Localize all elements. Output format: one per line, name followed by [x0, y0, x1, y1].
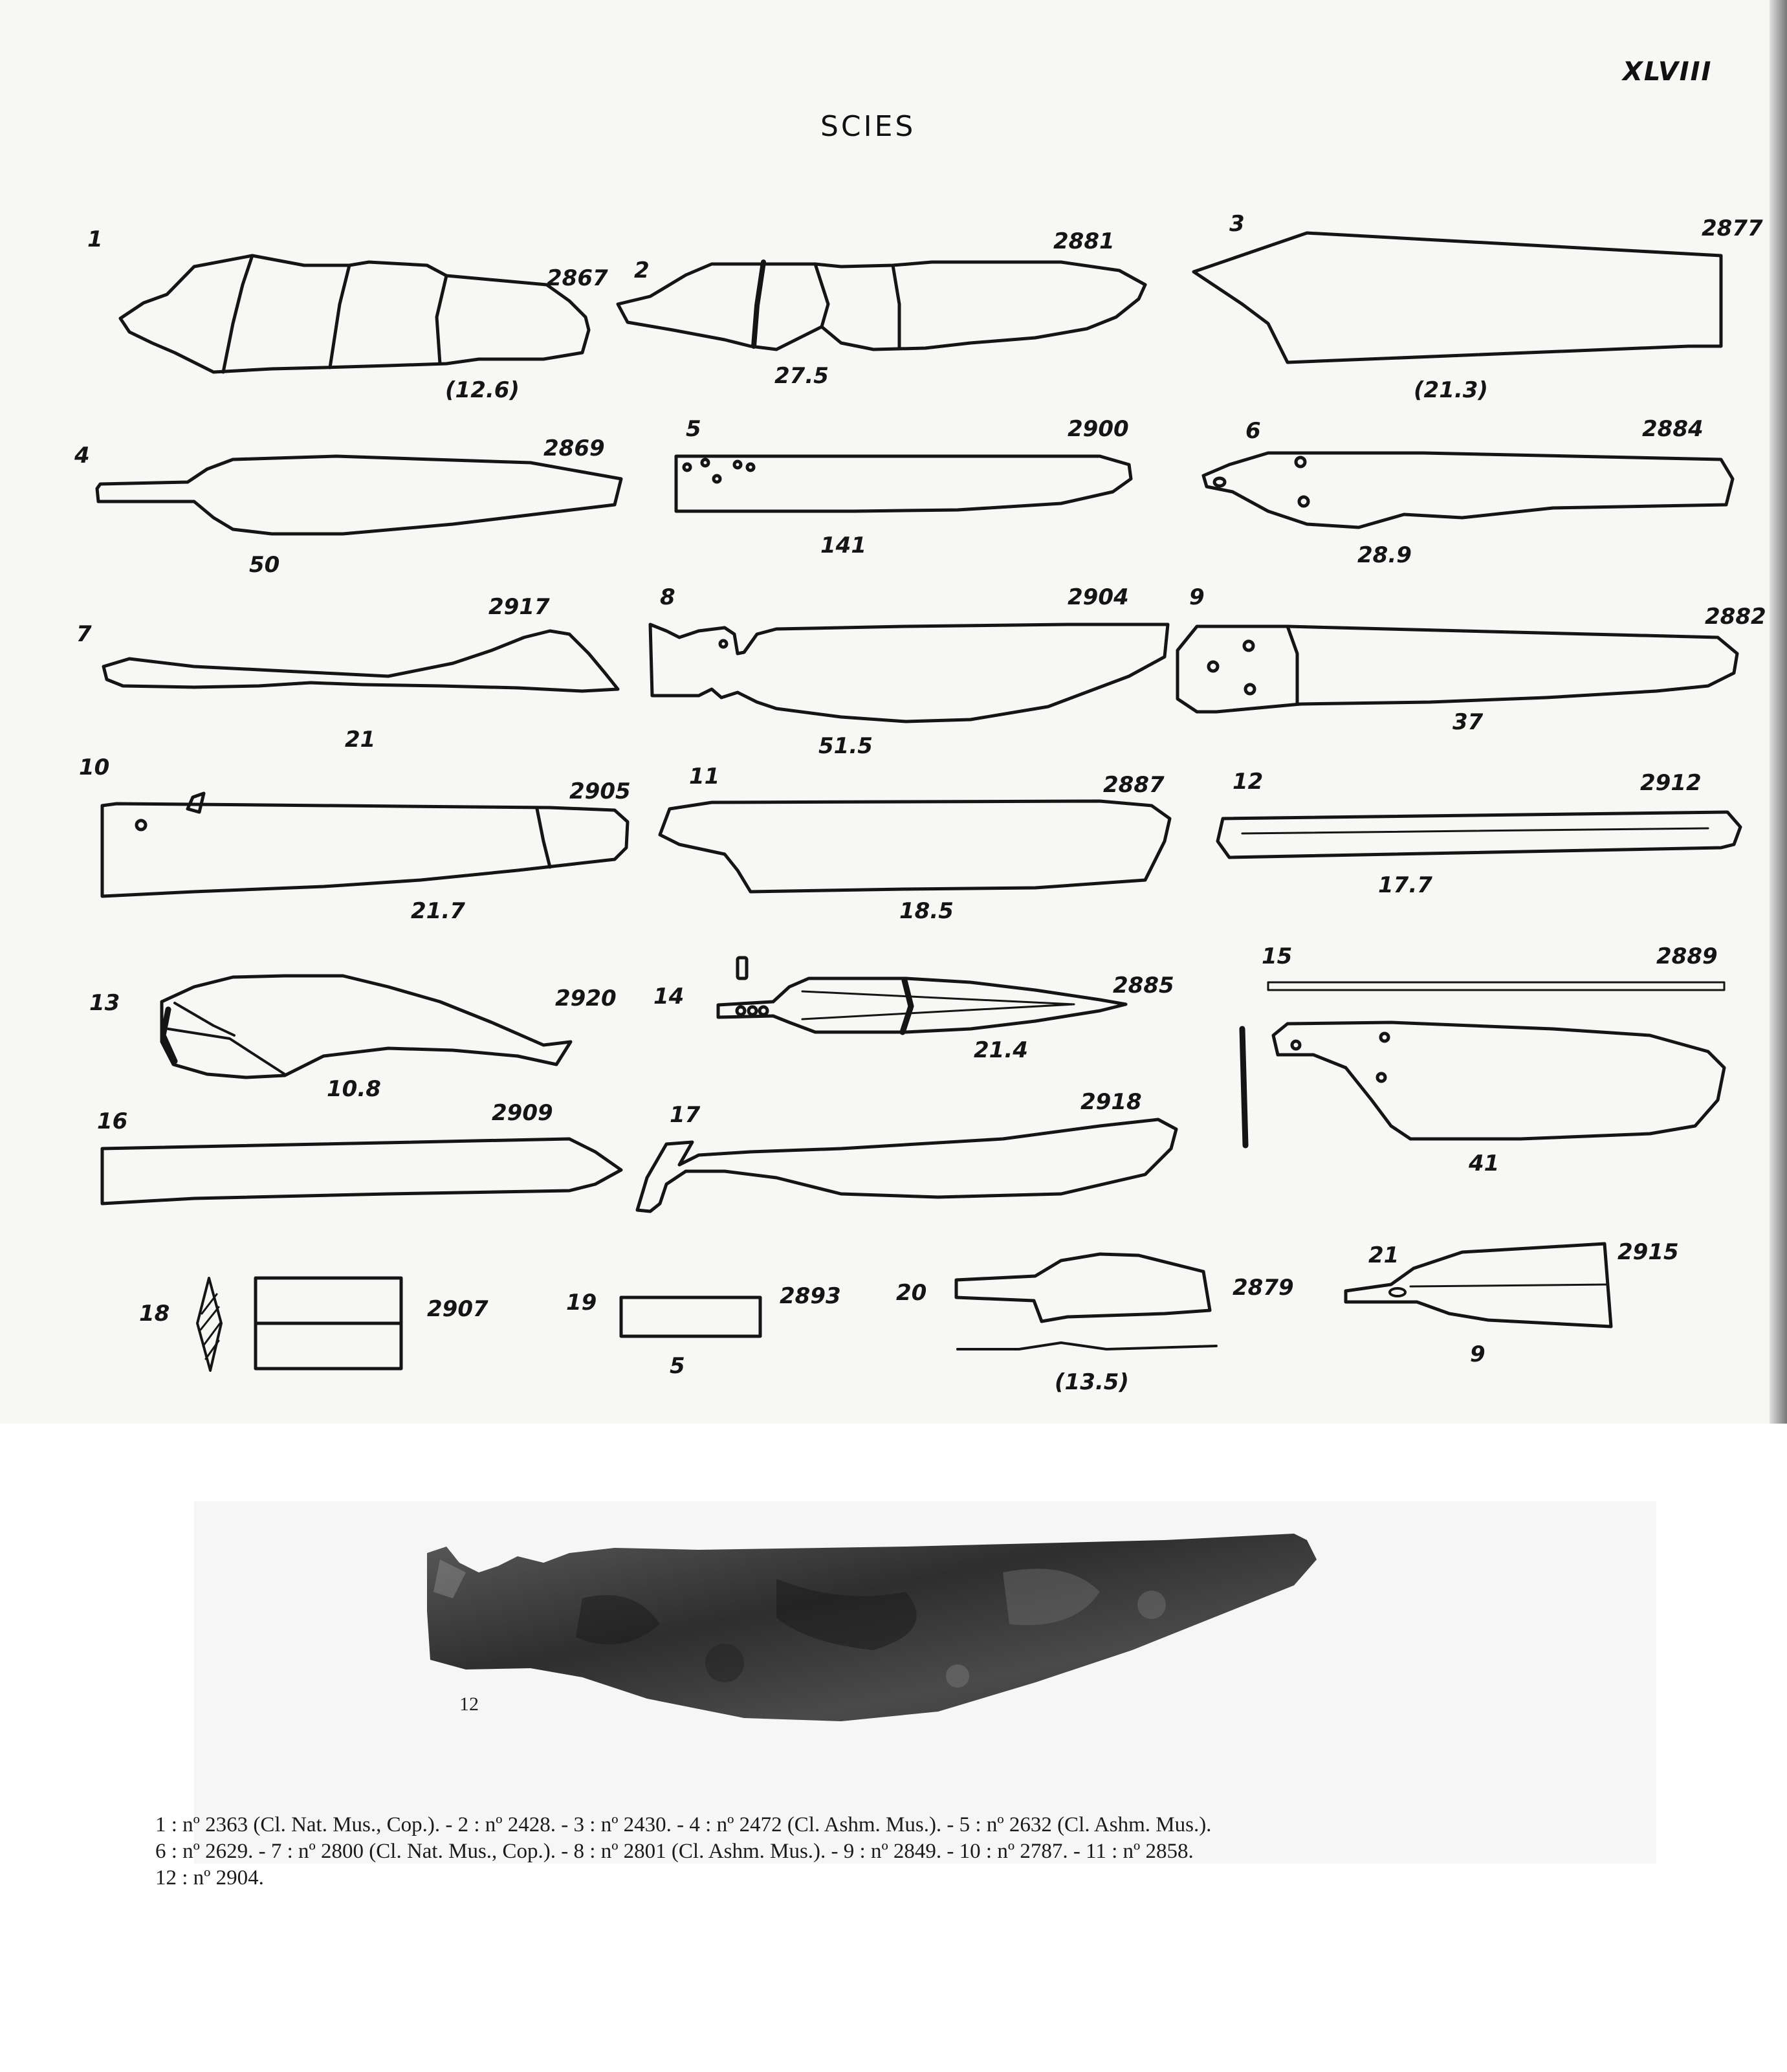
- figure-dimension: 18.5: [899, 898, 954, 924]
- figure-dimension: (21.3): [1414, 377, 1488, 403]
- figure-ref: 2869: [543, 435, 605, 461]
- figure-number: 19: [566, 1290, 597, 1316]
- plate-caption: [155, 1812, 1643, 1891]
- figure-ref: 2915: [1617, 1239, 1679, 1265]
- page-edge-shadow: [1770, 0, 1787, 1424]
- saw-drawing-2: [618, 262, 1145, 349]
- figure-dimension: 21: [345, 727, 376, 753]
- caption-line: 6 : nº 2629. - 7 : nº 2800 (Cl. Nat. Mus., Cop.). - 8 : nº 2801 (Cl. Ashm. Mus.). - 9 : nº 2849. - 10 : nº 2787. - 11 : nº 2858.: [155, 1840, 1194, 1863]
- figure-dimension: (12.6): [445, 377, 520, 403]
- saw-drawing-16: [102, 1139, 621, 1204]
- caption-line: 1 : nº 2363 (Cl. Nat. Mus., Cop.). - 2 : nº 2428. - 3 : nº 2430. - 4 : nº 2472 (Cl. Ashm. Mus.). - 5 : nº 2632 (Cl. Ashm. Mus.).: [155, 1813, 1212, 1836]
- figure-number: 13: [89, 990, 120, 1016]
- figure-number: 9: [1189, 584, 1205, 610]
- figure-ref: 2893: [780, 1283, 841, 1309]
- figure-ref: 2909: [492, 1100, 553, 1126]
- figure-number: 5: [686, 416, 701, 442]
- saw-drawing-12: [1218, 812, 1740, 857]
- figure-number: 15: [1262, 943, 1293, 969]
- figure-number: 11: [689, 764, 720, 789]
- figure-dimension: 28.9: [1357, 542, 1412, 568]
- figure-ref: 2881: [1053, 228, 1115, 254]
- figure-ref: 2920: [555, 986, 617, 1011]
- figure-number: 10: [79, 755, 110, 780]
- figure-dimension: 21.7: [411, 898, 465, 924]
- figure-ref: 2889: [1656, 943, 1718, 969]
- figure-ref: 2917: [488, 594, 550, 620]
- saw-drawing-13: [162, 976, 571, 1077]
- caption-line: 12 : nº 2904.: [155, 1866, 264, 1890]
- saw-drawing-6: [1203, 453, 1733, 527]
- figure-dimension: 5: [670, 1353, 685, 1379]
- figure-ref: 2904: [1068, 584, 1129, 610]
- saw-drawing-10: [102, 793, 628, 896]
- figure-number: 7: [76, 621, 92, 647]
- figure-number: 17: [670, 1102, 701, 1128]
- saw-drawing-20: [956, 1254, 1216, 1349]
- figure-ref: 2884: [1642, 416, 1704, 442]
- figure-number: 2: [634, 258, 650, 283]
- saw-drawing-4: [97, 456, 621, 534]
- figure-number: 8: [660, 584, 675, 610]
- figure-ref: 2918: [1080, 1089, 1142, 1115]
- figure-number: 12: [1233, 769, 1264, 795]
- saw-drawing-14: [718, 958, 1126, 1032]
- saw-drawing-3: [1194, 233, 1721, 362]
- figure-ref: 2887: [1103, 772, 1165, 798]
- photo-figure-label: 12: [459, 1693, 479, 1715]
- figure-dimension: 21.4: [974, 1037, 1028, 1063]
- saw-drawing-15: [1242, 982, 1724, 1145]
- figure-number: 3: [1229, 211, 1245, 237]
- plate-title: SCIES: [820, 110, 916, 143]
- figure-number: 21: [1368, 1242, 1399, 1268]
- plate-number: XLVIII: [1623, 57, 1713, 87]
- figure-ref: 2905: [569, 778, 631, 804]
- figure-dimension: 37: [1453, 709, 1484, 735]
- figure-ref: 2907: [427, 1296, 488, 1322]
- figure-ref: 2885: [1113, 973, 1174, 998]
- figure-ref: 2879: [1233, 1275, 1294, 1301]
- figure-dimension: (13.5): [1055, 1369, 1129, 1395]
- artifact-photo: [194, 1501, 1656, 1864]
- figure-ref: 2882: [1705, 604, 1766, 630]
- figure-dimension: 9: [1470, 1341, 1486, 1367]
- saw-drawing-5: [676, 456, 1131, 511]
- saw-drawing-18: [197, 1278, 401, 1371]
- saw-drawing-8: [650, 624, 1168, 722]
- figure-ref: 2877: [1702, 215, 1763, 241]
- figure-number: 18: [139, 1301, 170, 1327]
- saw-drawing-1: [120, 256, 589, 372]
- figure-dimension: 10.8: [327, 1076, 381, 1102]
- figure-ref: 2867: [547, 265, 608, 291]
- figure-ref: 2900: [1068, 416, 1129, 442]
- figure-dimension: 17.7: [1378, 872, 1432, 898]
- figure-number: 4: [74, 443, 90, 468]
- figure-dimension: 41: [1469, 1151, 1500, 1176]
- figure-dimension: 50: [249, 552, 280, 578]
- figure-number: 16: [97, 1108, 128, 1134]
- figure-number: 1: [87, 226, 103, 252]
- figure-dimension: 27.5: [774, 363, 829, 389]
- saw-drawing-9: [1178, 626, 1737, 712]
- figure-number: 6: [1245, 418, 1261, 444]
- figure-dimension: 51.5: [818, 733, 873, 759]
- saw-drawing-11: [660, 801, 1170, 892]
- figure-dimension: 141: [820, 533, 866, 558]
- figure-number: 14: [653, 984, 685, 1009]
- saw-drawing-17: [637, 1119, 1176, 1211]
- saw-drawing-7: [104, 631, 618, 691]
- figure-number: 20: [896, 1280, 927, 1306]
- saw-drawing-19: [621, 1297, 760, 1336]
- figure-ref: 2912: [1640, 770, 1702, 796]
- saw-photograph: [194, 1501, 1656, 1864]
